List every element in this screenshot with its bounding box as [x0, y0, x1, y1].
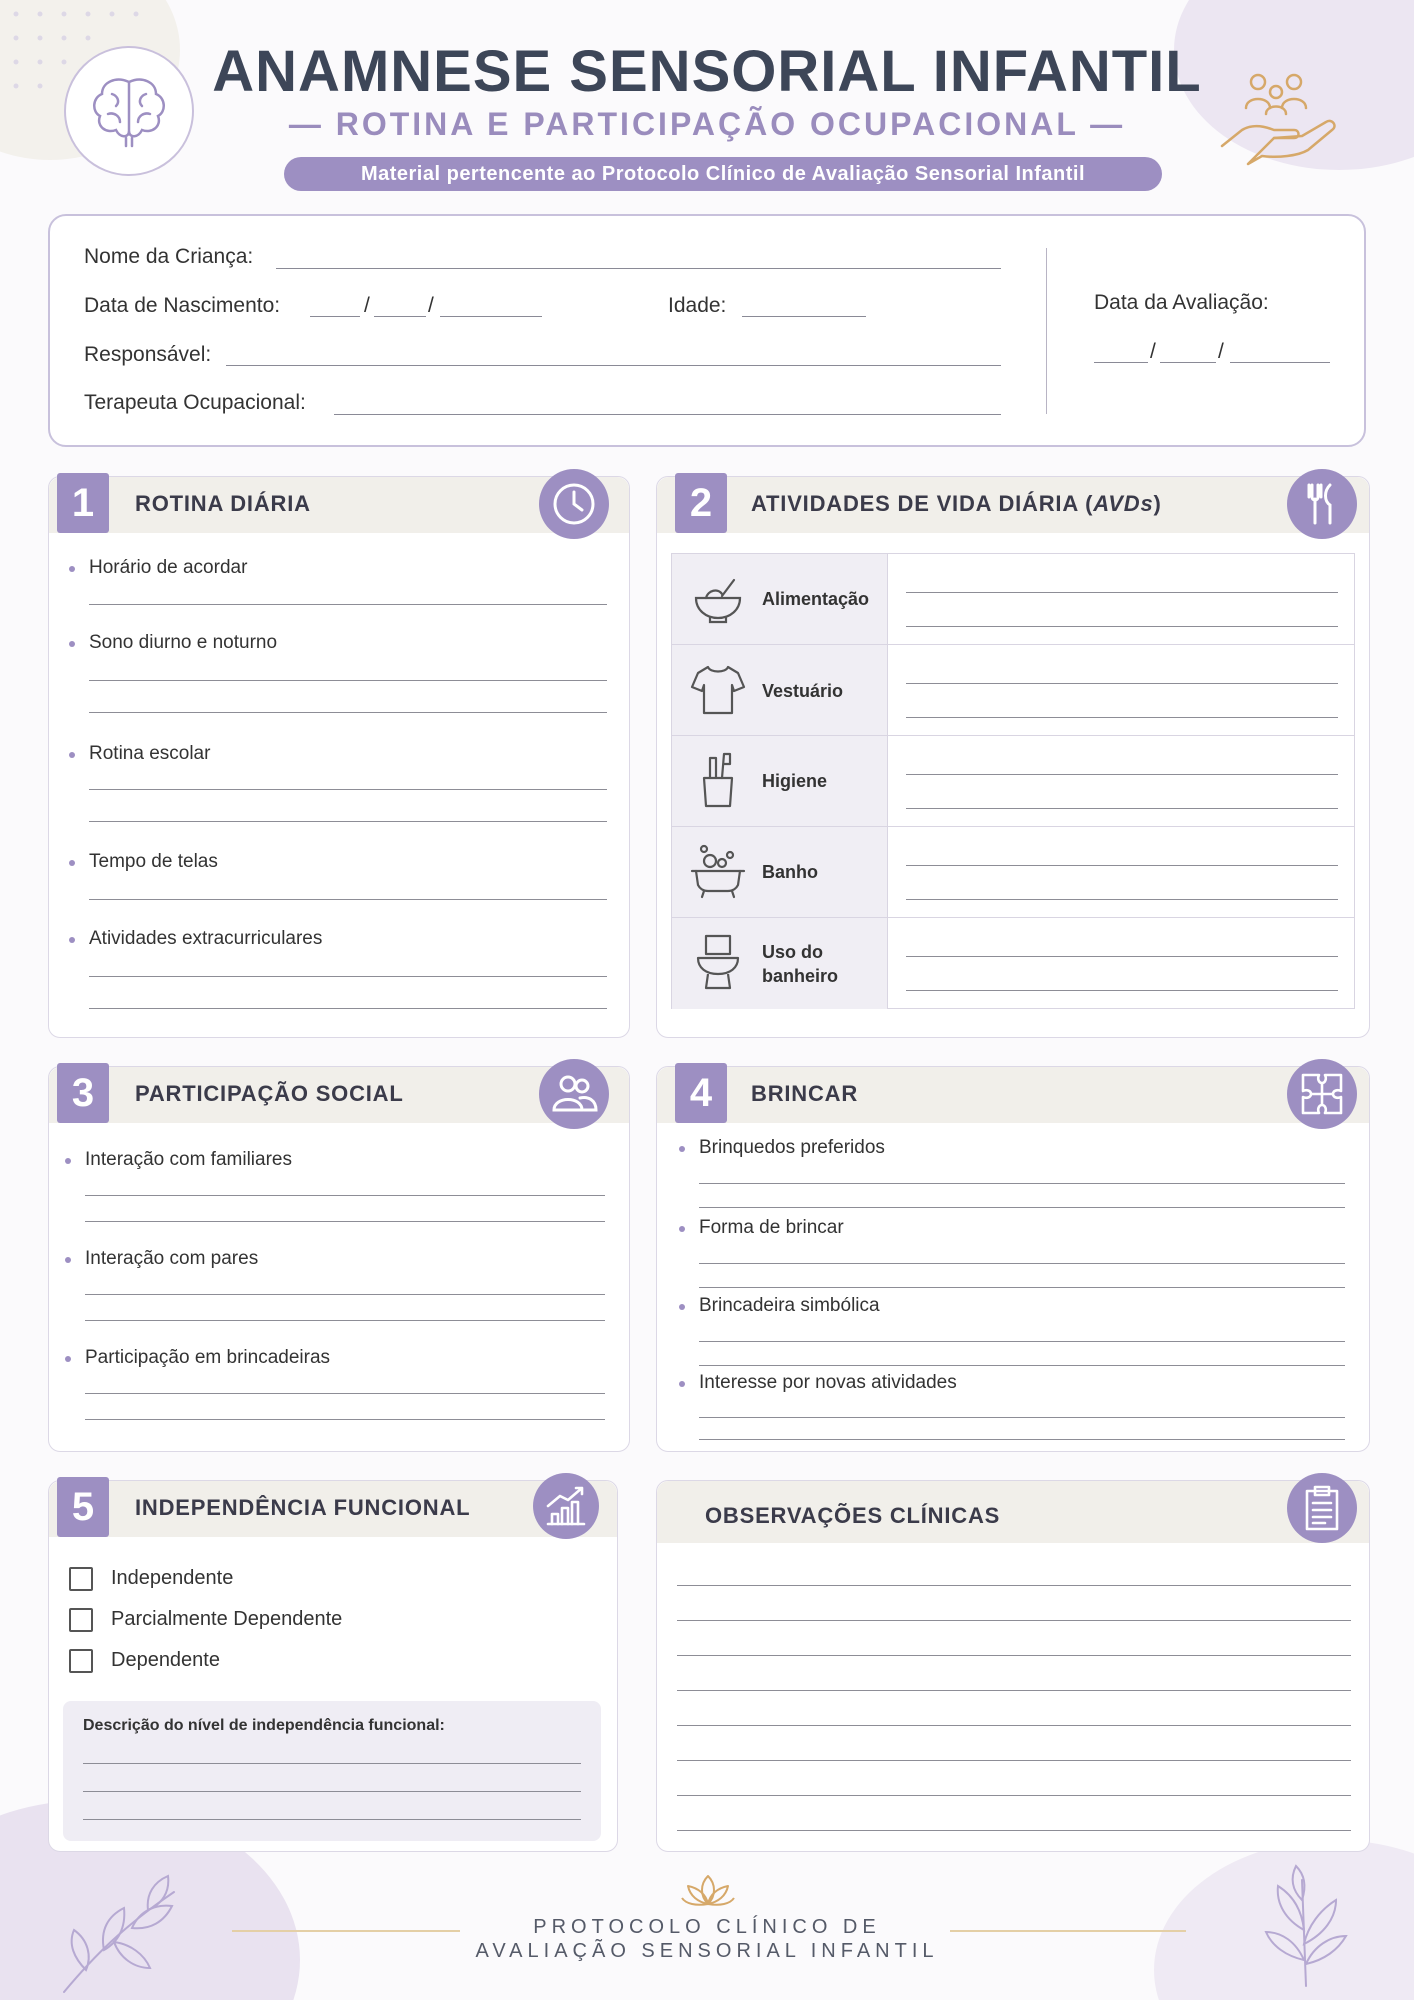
age-label: Idade: — [668, 294, 727, 317]
section-title: ROTINA DIÁRIA — [135, 491, 311, 516]
people-icon — [539, 1059, 609, 1129]
date-separator: / — [1150, 340, 1156, 363]
section-title-abbr: AVDs — [1093, 491, 1154, 516]
description-box — [63, 1701, 601, 1841]
answer-line[interactable] — [699, 1263, 1345, 1264]
checkbox[interactable] — [69, 1567, 93, 1591]
checkbox[interactable] — [69, 1649, 93, 1673]
avd-label: Alimentação — [762, 589, 870, 609]
answer-line[interactable] — [906, 717, 1338, 718]
age-field[interactable] — [742, 316, 866, 317]
table-row — [672, 645, 1354, 736]
list-item: Atividades extracurriculares — [89, 928, 323, 949]
avd-label: Banho — [762, 862, 818, 882]
page-subtitle: — ROTINA E PARTICIPAÇÃO OCUPACIONAL — — [288, 106, 1126, 142]
answer-line[interactable] — [699, 1183, 1345, 1184]
eval-month-field[interactable] — [1160, 362, 1216, 363]
answer-line[interactable] — [699, 1365, 1345, 1366]
date-separator: / — [1218, 340, 1224, 363]
toilet-icon — [688, 932, 748, 992]
answer-line[interactable] — [89, 789, 607, 790]
answer-line[interactable] — [906, 990, 1338, 991]
info-divider — [1046, 248, 1047, 414]
guardian-label: Responsável: — [84, 343, 212, 366]
section-social-participation — [48, 1066, 630, 1452]
answer-line[interactable] — [677, 1795, 1351, 1796]
guardian-field[interactable] — [226, 365, 1001, 366]
fork-knife-icon — [1287, 469, 1357, 539]
answer-line[interactable] — [699, 1207, 1345, 1208]
answer-line[interactable] — [677, 1585, 1351, 1586]
list-item: Brincadeira simbólica — [699, 1295, 880, 1316]
list-item: Rotina escolar — [89, 743, 211, 764]
avd-label: Vestuário — [762, 681, 844, 701]
answer-line[interactable] — [677, 1655, 1351, 1656]
section-title: INDEPENDÊNCIA FUNCIONAL — [135, 1495, 471, 1520]
section-title: BRINCAR — [751, 1081, 859, 1106]
answer-line[interactable] — [906, 774, 1338, 775]
toothbrush-cup-icon — [688, 750, 748, 810]
shirt-icon — [688, 659, 748, 719]
footer-line-1: PROTOCOLO CLÍNICO DE — [533, 1916, 881, 1938]
section-daily-living-activities — [656, 476, 1370, 1038]
lotus-icon — [680, 1872, 736, 1908]
answer-line[interactable] — [85, 1419, 605, 1420]
puzzle-icon — [1287, 1059, 1357, 1129]
table-row — [672, 918, 1354, 1009]
checkbox-label: Parcialmente Dependente — [111, 1608, 343, 1630]
answer-line[interactable] — [677, 1620, 1351, 1621]
section-number: 4 — [675, 1063, 727, 1123]
answer-line[interactable] — [906, 626, 1338, 627]
answer-line[interactable] — [89, 712, 607, 713]
avd-label-cell — [672, 918, 888, 1009]
list-item: Interesse por novas atividades — [699, 1372, 957, 1393]
answer-line[interactable] — [677, 1830, 1351, 1831]
list-item: Interação com familiares — [85, 1149, 292, 1170]
date-separator: / — [364, 294, 370, 317]
section-title: PARTICIPAÇÃO SOCIAL — [135, 1081, 404, 1106]
answer-line[interactable] — [89, 680, 607, 681]
avd-label-cell — [672, 645, 888, 735]
answer-line[interactable] — [906, 956, 1338, 957]
answer-line[interactable] — [83, 1763, 581, 1764]
protocol-banner: Material pertencente ao Protocolo Clínico de Avaliação Sensorial Infantil — [284, 157, 1162, 191]
date-separator: / — [428, 294, 434, 317]
answer-line[interactable] — [85, 1195, 605, 1196]
answer-line[interactable] — [906, 808, 1338, 809]
bathtub-icon — [688, 841, 748, 901]
clipboard-icon — [1287, 1473, 1357, 1543]
child-name-field[interactable] — [276, 268, 1001, 269]
answer-line[interactable] — [699, 1341, 1345, 1342]
avd-label-cell — [672, 827, 888, 917]
checkbox[interactable] — [69, 1608, 93, 1632]
section-number: 1 — [57, 473, 109, 533]
section-functional-independence — [48, 1480, 618, 1852]
clock-icon — [539, 469, 609, 539]
page-title: ANAMNESE SENSORIAL INFANTIL — [212, 39, 1202, 104]
answer-line[interactable] — [85, 1221, 605, 1222]
section-number: 5 — [57, 1477, 109, 1537]
bowl-icon — [688, 568, 748, 628]
birth-year-field[interactable] — [440, 316, 542, 317]
growth-chart-icon — [533, 1473, 599, 1539]
table-row — [672, 554, 1354, 645]
answer-line[interactable] — [699, 1439, 1345, 1440]
eval-day-field[interactable] — [1094, 362, 1148, 363]
answer-line[interactable] — [83, 1819, 581, 1820]
list-item: Interação com pares — [85, 1248, 259, 1269]
list-item: Tempo de telas — [89, 851, 218, 872]
answer-line[interactable] — [85, 1294, 605, 1295]
answer-line[interactable] — [677, 1760, 1351, 1761]
list-item: Horário de acordar — [89, 557, 248, 578]
section-play — [656, 1066, 1370, 1452]
avd-label: Uso do banheiro — [762, 942, 839, 986]
eval-year-field[interactable] — [1230, 362, 1330, 363]
section-title-end: ) — [1153, 491, 1162, 516]
answer-line[interactable] — [906, 683, 1338, 684]
footer-line-2: AVALIAÇÃO SENSORIAL INFANTIL — [475, 1940, 939, 1962]
section-title — [751, 491, 1162, 517]
section-clinical-observations — [656, 1480, 1370, 1852]
therapist-label: Terapeuta Ocupacional: — [84, 391, 306, 414]
list-item: Participação em brincadeiras — [85, 1347, 331, 1368]
child-name-label: Nome da Criança: — [84, 245, 254, 268]
table-row — [672, 736, 1354, 827]
section-title-main: ATIVIDADES DE VIDA DIÁRIA ( — [751, 491, 1094, 516]
answer-line[interactable] — [85, 1320, 605, 1321]
list-item: Sono diurno e noturno — [89, 632, 278, 653]
avd-label-cell — [672, 736, 888, 826]
birth-day-field[interactable] — [310, 316, 360, 317]
description-label: Descrição do nível de independência funcional: — [83, 1717, 445, 1734]
list-item: Brinquedos preferidos — [699, 1137, 885, 1158]
identification-box — [48, 214, 1366, 447]
therapist-field[interactable] — [334, 414, 1001, 415]
answer-line[interactable] — [699, 1417, 1345, 1418]
answer-line[interactable] — [83, 1791, 581, 1792]
section-number: 3 — [57, 1063, 109, 1123]
avd-label: Higiene — [762, 771, 828, 791]
answer-line[interactable] — [89, 976, 607, 977]
checkbox-label: Independente — [111, 1567, 234, 1589]
answer-line[interactable] — [85, 1393, 605, 1394]
answer-line[interactable] — [906, 899, 1338, 900]
section-title: OBSERVAÇÕES CLÍNICAS — [705, 1503, 1001, 1528]
answer-line[interactable] — [906, 865, 1338, 866]
answer-line[interactable] — [677, 1690, 1351, 1691]
section-number: 2 — [675, 473, 727, 533]
answer-line[interactable] — [89, 1008, 607, 1009]
avd-table — [671, 553, 1355, 1009]
answer-line[interactable] — [699, 1287, 1345, 1288]
answer-line[interactable] — [906, 592, 1338, 593]
table-row — [672, 827, 1354, 918]
evaluation-date-label: Data da Avaliação: — [1094, 291, 1269, 314]
answer-line[interactable] — [89, 604, 607, 605]
section-daily-routine — [48, 476, 630, 1038]
list-item: Forma de brincar — [699, 1217, 844, 1238]
answer-line[interactable] — [89, 821, 607, 822]
birth-date-label: Data de Nascimento: — [84, 294, 281, 317]
birth-month-field[interactable] — [374, 316, 426, 317]
answer-line[interactable] — [89, 899, 607, 900]
checkbox-label: Dependente — [111, 1649, 220, 1671]
avd-label-cell — [672, 554, 888, 644]
answer-line[interactable] — [677, 1725, 1351, 1726]
